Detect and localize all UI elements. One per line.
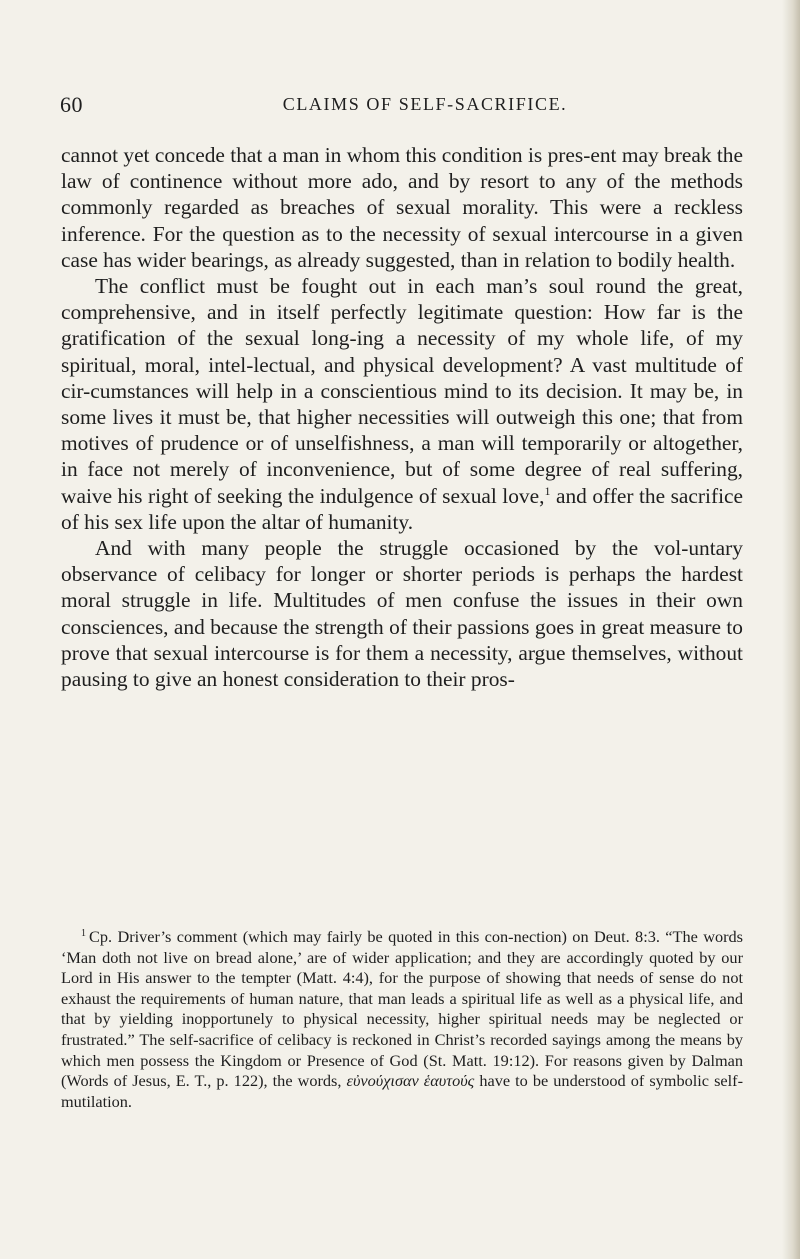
footnote-1: [61, 927, 743, 1112]
paragraph-1: cannot yet concede that a man in whom this condition is pres-ent may break the law of continence without more ado, and by resort to any of the methods commonly regarded as breaches of sexual morality. This were a reckless inference. For the question as to the necessity of sexual intercourse in a given case has wider bearings, as already suggested, than in relation to bodily health.: [61, 143, 743, 272]
page-edge-shadow: [782, 0, 800, 1259]
footnote-text-end: have to be understood of symbolic self-mutilation.: [61, 1071, 743, 1111]
footnote-reference[interactable]: 1: [544, 483, 551, 498]
footnote-greek: εὐνούχισαν ἑαυτούς: [346, 1071, 475, 1091]
footnotes: [61, 927, 743, 1112]
footnote-marker: 1: [81, 927, 86, 939]
footnote-text: Cp. Driver’s comment (which may fairly be quoted in this con-nection) on Deut. 8:3. “The words ‘Man doth not live on bread alone,’ are of wider application; and they are accordingly quoted by our Lord in His answer to the tempter (Matt. 4:4), for the purpose of showing that needs of sense do not exhaust the requirements of human nature, that man leads a spiritual life as well as a physical life, and that by yielding inopportunely to physical necessity, higher spiritual needs may be neglected or frustrated.” The self-sacrifice of celibacy is reckoned in Christ’s recorded sayings among the means by which men possess the Kingdom or Presence of God (St. Matt. 19:12). For reasons given by Dalman (Words of Jesus, E. T., p. 122), the words,: [61, 927, 743, 1091]
paragraph-2-text: The conflict must be fought out in each man’s soul round the great, comprehensive, and in itself perfectly legitimate question: How far is the gratification of the sexual long-ing a necessity of my whole life, of my spiritual, moral, intel-lectual, and physical development? A vast multitude of cir-cumstances will help in a conscientious mind to its decision. It may be, in some lives it must be, that higher necessities will outweigh this one; that from motives of prudence or of unselfishness, a man will temporarily or altogether, in face not merely of inconvenience, but of some degree of real suffering, waive his right of seeking the indulgence of sexual love,: [61, 274, 743, 508]
paragraph-2-text-end: and offer the sacrifice of his sex life upon the altar of humanity.: [61, 483, 743, 534]
page-header: [60, 92, 740, 122]
page-number: 60: [60, 92, 83, 117]
paragraph-3: And with many people the struggle occasioned by the vol-untary observance of celibacy for longer or shorter periods is perhaps the hardest moral struggle in life. Multitudes of men confuse the issues in their own consciences, and because the strength of their passions goes in great measure to prove that sexual intercourse is for them a necessity, argue themselves, without pausing to give an honest consideration to their pros-: [61, 536, 743, 692]
paragraph-2: [61, 273, 743, 535]
running-title: CLAIMS OF SELF-SACRIFICE.: [282, 94, 568, 114]
body-text: [61, 142, 743, 692]
